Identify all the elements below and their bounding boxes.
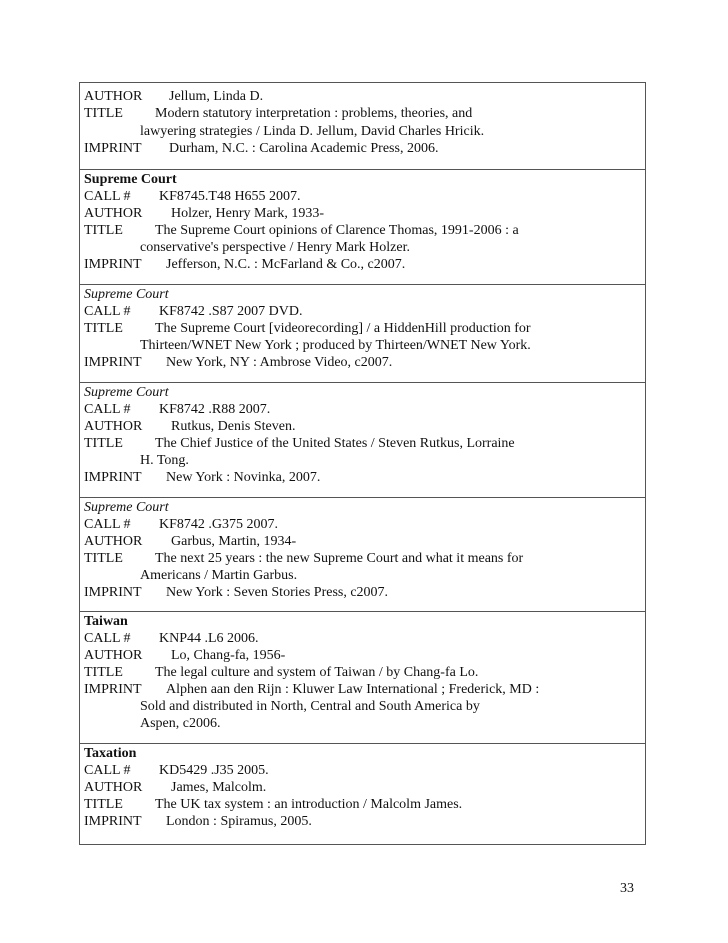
field-value: The next 25 years : the new Supreme Court and what it means for (155, 551, 524, 566)
field-value: Jefferson, N.C. : McFarland & Co., c2007. (166, 257, 406, 272)
field-value: Aspen, c2006. (140, 716, 221, 731)
field-call-number (84, 516, 279, 533)
field-author (84, 205, 325, 222)
field-imprint (84, 813, 312, 830)
field-label: CALL # (84, 631, 131, 646)
field-call-number (84, 188, 301, 205)
subject-heading: Supreme Court (84, 385, 169, 400)
field-label: CALL # (84, 189, 131, 204)
field-title (84, 435, 515, 452)
field-value: Thirteen/WNET New York ; produced by Thirteen/WNET New York. (140, 338, 531, 353)
field-label: AUTHOR (84, 648, 143, 663)
field-value: KF8742 .G375 2007. (159, 517, 279, 532)
field-value: The Chief Justice of the United States / Steven Rutkus, Lorraine (155, 436, 515, 451)
field-label: AUTHOR (84, 89, 143, 104)
catalog-record (80, 170, 645, 285)
field-value: KNP44 .L6 2006. (159, 631, 259, 646)
field-label: TITLE (84, 551, 123, 566)
catalog-record (80, 83, 645, 170)
field-label: TITLE (84, 223, 123, 238)
field-value: KF8742 .S87 2007 DVD. (159, 304, 303, 319)
field-value: conservative's perspective / Henry Mark Holzer. (140, 240, 410, 255)
field-title-continued (140, 239, 410, 256)
field-value: Rutkus, Denis Steven. (171, 419, 296, 434)
field-value: Americans / Martin Garbus. (140, 568, 298, 583)
field-label: AUTHOR (84, 206, 143, 221)
field-imprint (84, 140, 439, 157)
field-label: IMPRINT (84, 257, 142, 272)
field-title (84, 664, 479, 681)
catalog-frame (79, 82, 646, 845)
catalog-record (80, 498, 645, 612)
field-author (84, 779, 267, 796)
field-imprint (84, 681, 540, 698)
field-imprint (84, 354, 393, 371)
field-value: lawyering strategies / Linda D. Jellum, David Charles Hricik. (140, 124, 485, 139)
field-value: The legal culture and system of Taiwan / by Chang-fa Lo. (155, 665, 479, 680)
subject-heading: Supreme Court (84, 287, 169, 302)
field-author (84, 418, 296, 435)
field-value: New York : Novinka, 2007. (166, 470, 321, 485)
field-label: CALL # (84, 517, 131, 532)
field-call-number (84, 401, 271, 418)
field-label: CALL # (84, 402, 131, 417)
field-label: IMPRINT (84, 585, 142, 600)
field-author (84, 88, 264, 105)
field-label: TITLE (84, 106, 123, 121)
field-title (84, 222, 519, 239)
catalog-record (80, 744, 645, 844)
field-value: New York, NY : Ambrose Video, c2007. (166, 355, 393, 370)
field-call-number (84, 762, 269, 779)
field-value: James, Malcolm. (171, 780, 267, 795)
field-label: CALL # (84, 763, 131, 778)
field-title-continued (140, 567, 297, 584)
field-value: Modern statutory interpretation : problems, theories, and (155, 106, 473, 121)
field-imprint (84, 256, 406, 273)
catalog-record (80, 285, 645, 383)
subject-heading: Taiwan (84, 614, 128, 629)
field-label: AUTHOR (84, 534, 143, 549)
field-label: TITLE (84, 321, 123, 336)
field-value: Lo, Chang-fa, 1956- (171, 648, 286, 663)
subject-heading: Supreme Court (84, 172, 177, 187)
field-value: Sold and distributed in North, Central and South America by (140, 699, 480, 714)
field-label: IMPRINT (84, 814, 142, 829)
field-title (84, 796, 463, 813)
field-value: Jellum, Linda D. (169, 89, 264, 104)
field-title (84, 105, 473, 122)
field-label: IMPRINT (84, 141, 142, 156)
field-label: TITLE (84, 436, 123, 451)
catalog-record (80, 612, 645, 744)
field-value: The Supreme Court opinions of Clarence Thomas, 1991-2006 : a (155, 223, 519, 238)
field-value: H. Tong. (140, 453, 189, 468)
field-value: Garbus, Martin, 1934- (171, 534, 297, 549)
field-value: Durham, N.C. : Carolina Academic Press, 2006. (169, 141, 439, 156)
field-imprint-continued (140, 698, 480, 715)
field-author (84, 647, 286, 664)
field-title (84, 320, 531, 337)
field-title-continued (140, 123, 484, 140)
field-imprint (84, 584, 389, 601)
field-value: KD5429 .J35 2005. (159, 763, 269, 778)
field-value: The UK tax system : an introduction / Malcolm James. (155, 797, 463, 812)
field-label: TITLE (84, 665, 123, 680)
field-title-continued (140, 452, 189, 469)
field-value: New York : Seven Stories Press, c2007. (166, 585, 389, 600)
field-value: KF8745.T48 H655 2007. (159, 189, 301, 204)
field-label: IMPRINT (84, 470, 142, 485)
field-imprint-continued (140, 715, 221, 732)
field-imprint (84, 469, 321, 486)
field-value: The Supreme Court [videorecording] / a HiddenHill production for (155, 321, 531, 336)
subject-heading: Supreme Court (84, 500, 169, 515)
catalog-record (80, 383, 645, 498)
field-label: TITLE (84, 797, 123, 812)
field-value: London : Spiramus, 2005. (166, 814, 312, 829)
field-call-number (84, 303, 303, 320)
field-call-number (84, 630, 259, 647)
field-author (84, 533, 297, 550)
field-label: IMPRINT (84, 355, 142, 370)
field-label: IMPRINT (84, 682, 142, 697)
field-value: Alphen aan den Rijn : Kluwer Law International ; Frederick, MD : (166, 682, 540, 697)
subject-heading: Taxation (84, 746, 137, 761)
field-label: AUTHOR (84, 419, 143, 434)
field-title (84, 550, 524, 567)
field-label: CALL # (84, 304, 131, 319)
field-value: Holzer, Henry Mark, 1933- (171, 206, 325, 221)
page-number: 33 (620, 881, 634, 896)
field-label: AUTHOR (84, 780, 143, 795)
field-title-continued (140, 337, 531, 354)
field-value: KF8742 .R88 2007. (159, 402, 271, 417)
